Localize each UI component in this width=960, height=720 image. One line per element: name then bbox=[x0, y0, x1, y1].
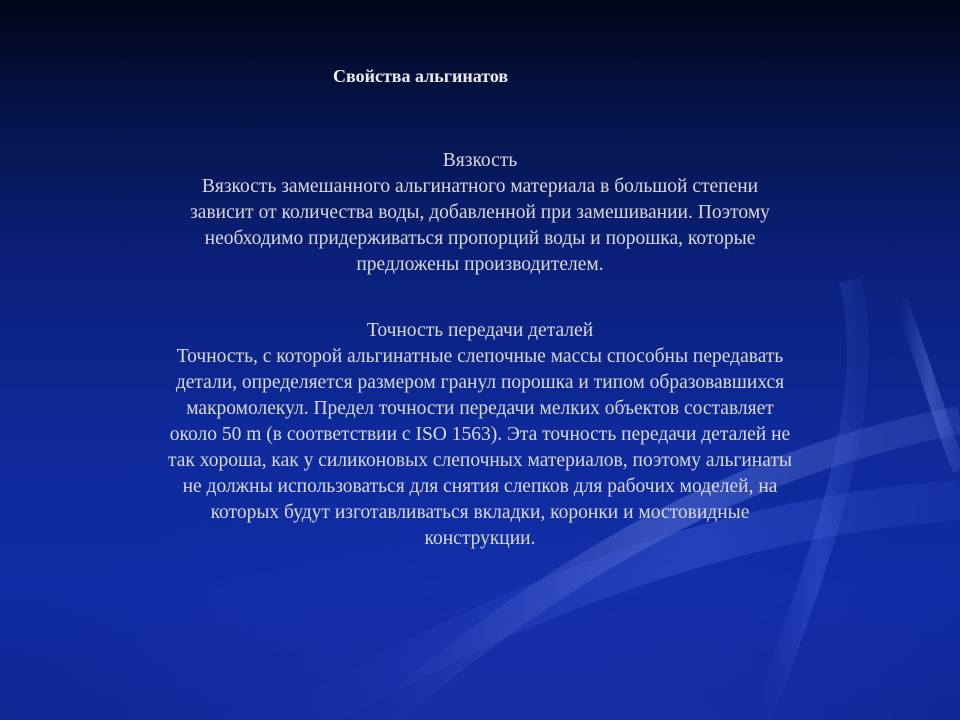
section-heading: Точность передачи деталей bbox=[366, 320, 594, 341]
section-heading: Вязкость bbox=[442, 150, 518, 171]
section-text: Вязкость замешанного альгинатного материала в большой степени зависит от количества воды, добавленной при замешивании. Поэтому необходимо придерживаться пропорций воды и порошка, которые предложены производителем. bbox=[190, 176, 770, 275]
slide-title: Свойства альгинатов bbox=[333, 66, 509, 86]
section-viscosity bbox=[60, 148, 900, 278]
section-detail-accuracy bbox=[60, 318, 900, 552]
section-text: Точность, с которой альгинатные слепочные массы способны передавать детали, определяется размером гранул порошка и типом образовавшихся макромолекул. Предел точности передачи мелких объектов составляет около 50 m (в соответствии с ISO 1563). Эта точность передачи деталей не так хороша, как у силиконовых слепочных материалов, поэтому альгинаты не должны использоваться для снятия слепков для рабочих моделей, на которых будут изготавливаться вкладки, коронки и мостовидные конструкции. bbox=[167, 346, 793, 549]
